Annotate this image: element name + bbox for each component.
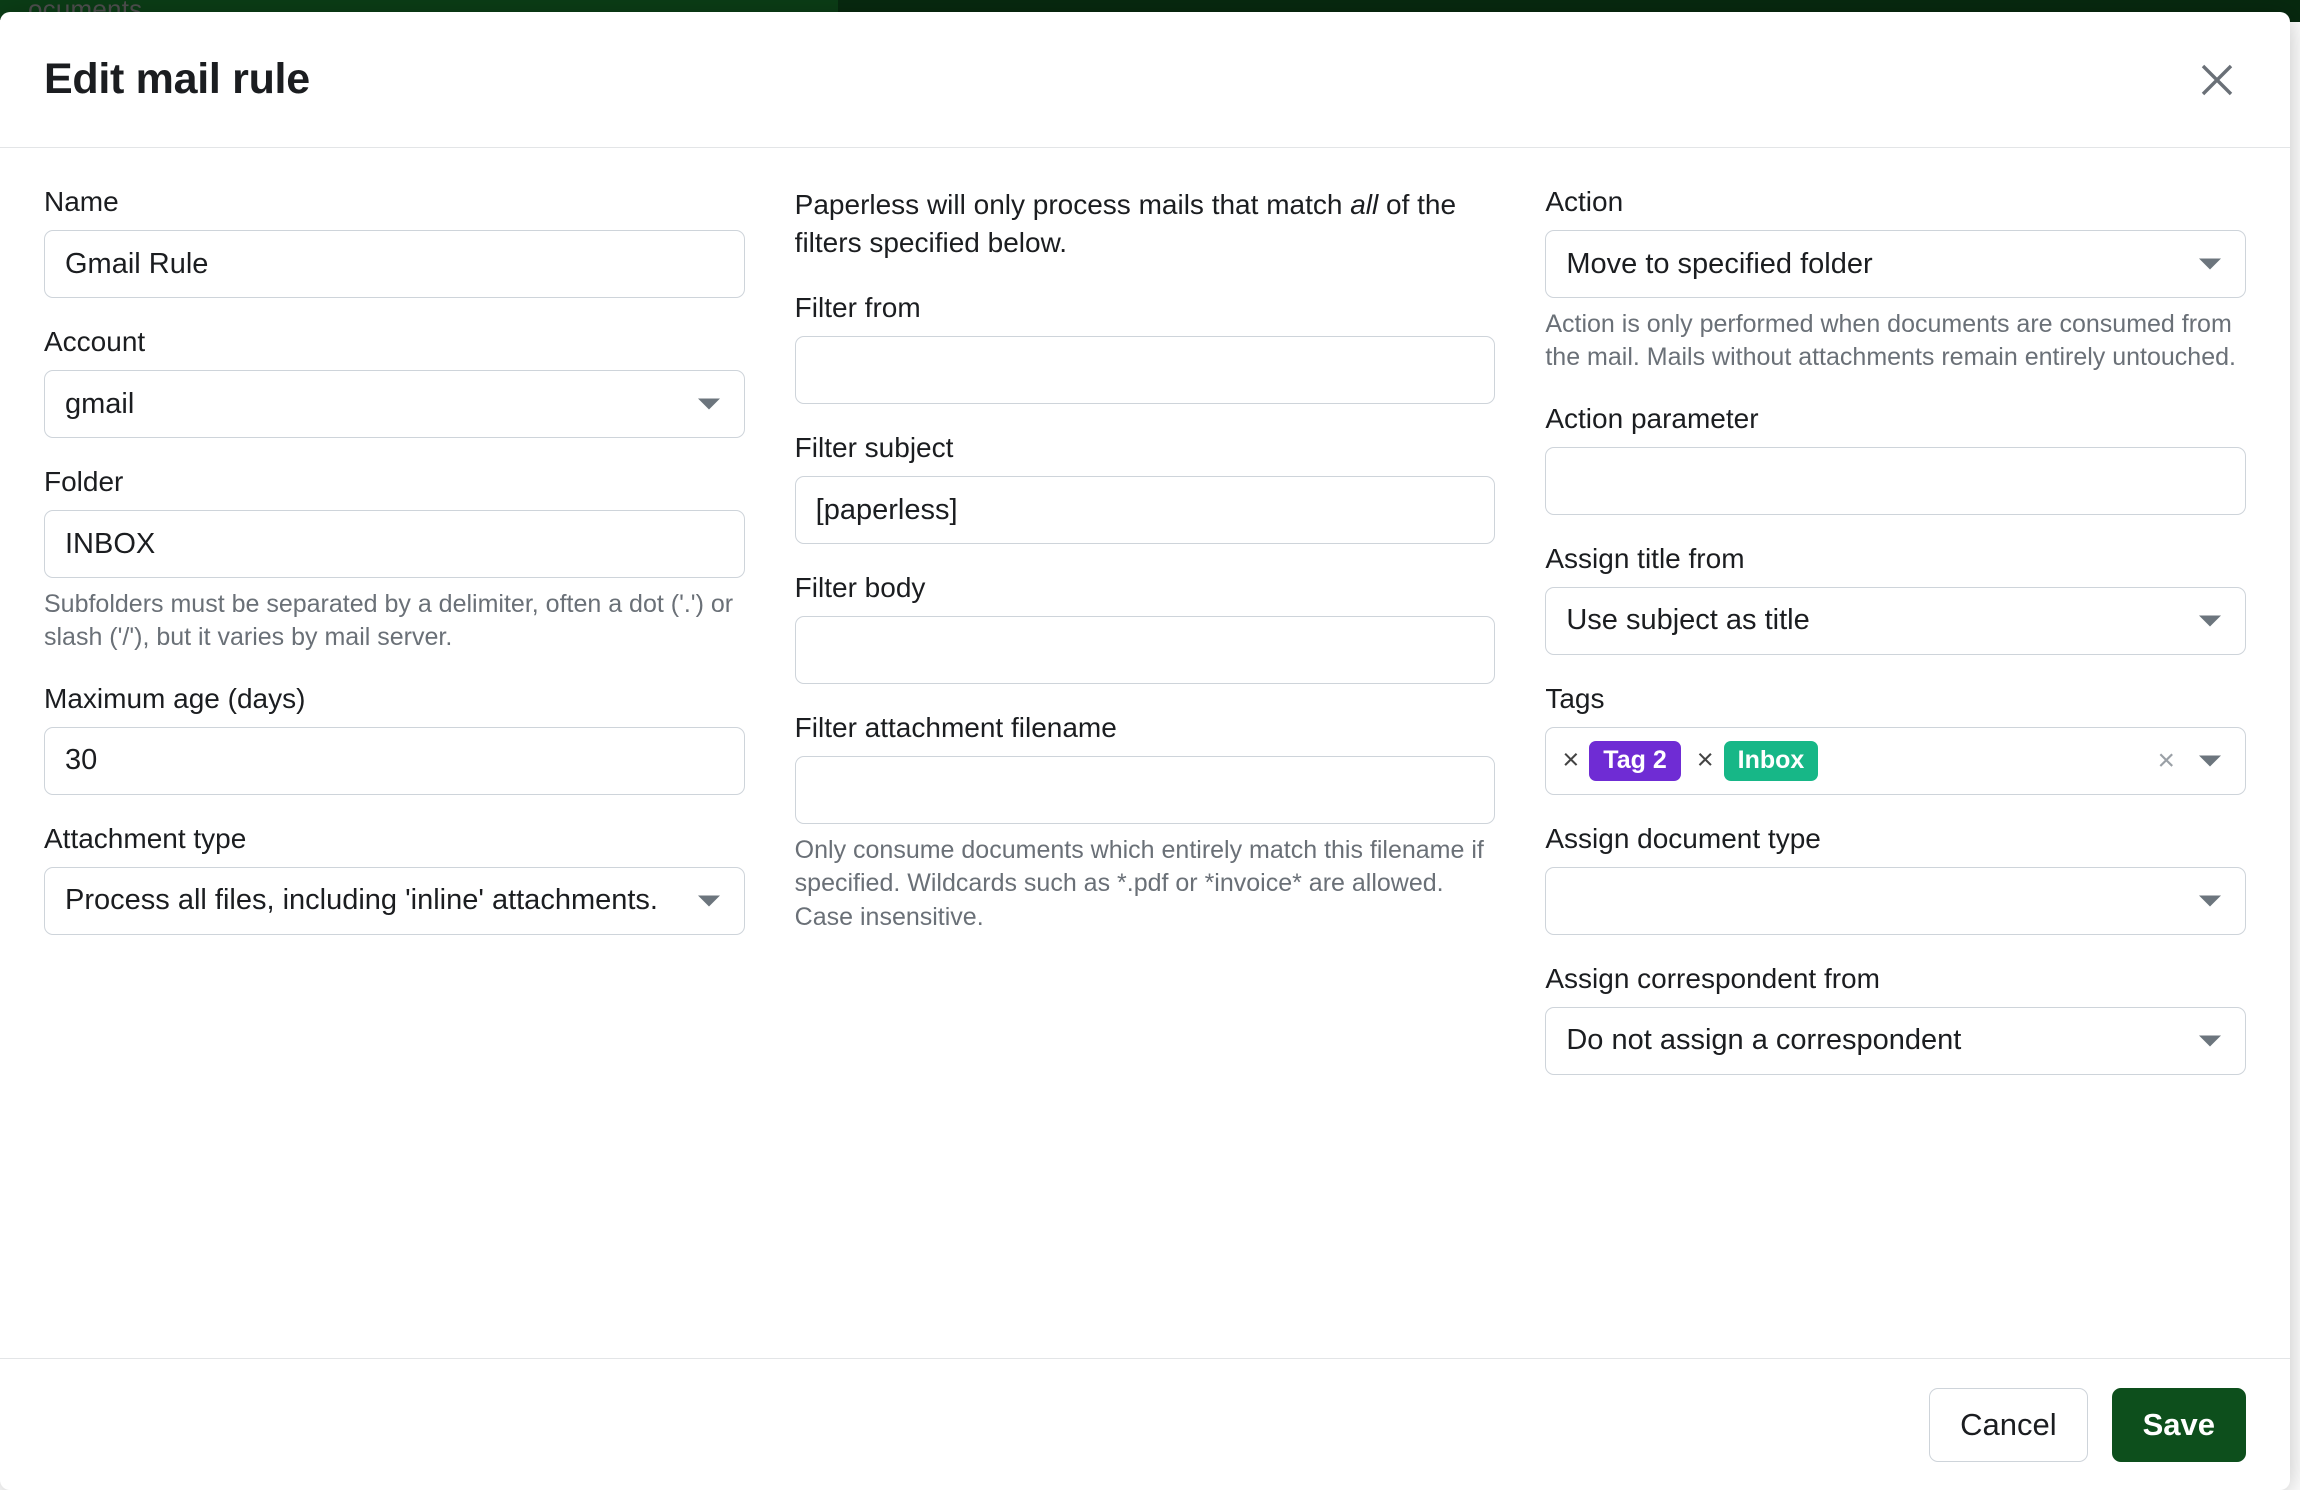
action-parameter-label: Action parameter — [1545, 402, 1759, 434]
close-icon-glyph — [2195, 58, 2239, 102]
tag-pill-label[interactable]: Tag 2 — [1589, 741, 1680, 781]
assign-document-type-label: Assign document type — [1545, 822, 1821, 854]
field-maximum-age — [44, 683, 745, 795]
tag-pill-label[interactable]: Inbox — [1724, 741, 1819, 781]
assign-title-from-select-value: Use subject as title — [1566, 604, 1810, 636]
assign-title-from-select[interactable] — [1545, 587, 2246, 655]
field-account — [44, 326, 745, 438]
column-filters — [795, 186, 1496, 1358]
assign-title-from-label: Assign title from — [1545, 542, 1745, 574]
filter-subject-input[interactable] — [795, 476, 1496, 544]
account-select[interactable] — [44, 370, 745, 438]
filter-body-input[interactable] — [795, 616, 1496, 684]
maximum-age-input[interactable] — [44, 727, 745, 795]
chevron-down-icon[interactable] — [2199, 755, 2221, 766]
cancel-button[interactable]: Cancel — [1929, 1388, 2088, 1462]
name-label: Name — [44, 186, 119, 217]
name-input-value: Gmail Rule — [65, 247, 209, 280]
dialog-body — [0, 148, 2290, 1358]
field-folder — [44, 466, 745, 655]
filters-intro-post: of the filters specified below. — [794, 189, 1457, 259]
action-select[interactable] — [1545, 230, 2246, 298]
filter-subject-label: Filter subject — [794, 432, 954, 464]
field-filter-body — [795, 572, 1496, 684]
chevron-down-icon — [698, 399, 720, 410]
chevron-down-icon — [698, 895, 720, 906]
filter-attachment-filename-input[interactable] — [795, 756, 1496, 824]
chevron-down-icon — [2199, 1035, 2221, 1046]
folder-help-text: Subfolders must be separated by a delimiter, often a dot ('.') or slash ('/'), but it varies by mail server. — [44, 590, 734, 652]
dialog-footer — [0, 1358, 2290, 1490]
field-filter-subject — [795, 432, 1496, 544]
field-attachment-type — [44, 823, 745, 935]
dialog-title: Edit mail rule — [44, 55, 310, 103]
field-assign-correspondent-from — [1545, 963, 2246, 1075]
remove-tag-icon[interactable]: × — [1696, 744, 1714, 776]
column-rule-settings — [44, 186, 745, 1358]
folder-input[interactable] — [44, 510, 745, 578]
field-filter-from — [795, 292, 1496, 404]
field-action-parameter — [1545, 403, 2246, 515]
tags-label: Tags — [1545, 682, 1605, 714]
account-label: Account — [44, 326, 146, 357]
name-input[interactable] — [44, 230, 745, 298]
assign-document-type-select[interactable] — [1545, 867, 2246, 935]
attachment-type-select-value: Process all files, including 'inline' attachments. — [65, 884, 658, 916]
clear-icon[interactable]: × — [2157, 743, 2176, 777]
filters-intro-pre: Paperless will only process mails that match — [794, 189, 1351, 220]
field-tags — [1545, 683, 2246, 795]
maximum-age-label: Maximum age (days) — [44, 682, 306, 714]
filter-attachment-help-text: Only consume documents which entirely match this filename if specified. Wildcards such as *.pdf or *invoice* are allowed. Case insensitive. — [794, 836, 1484, 931]
chevron-down-icon — [2199, 259, 2221, 270]
assign-correspondent-from-select[interactable] — [1545, 1007, 2246, 1075]
column-actions — [1545, 186, 2246, 1358]
edit-mail-rule-dialog — [0, 12, 2290, 1490]
assign-correspondent-from-label: Assign correspondent from — [1545, 962, 1880, 994]
remove-tag-icon[interactable]: × — [1562, 744, 1580, 776]
action-select-value: Move to specified folder — [1566, 247, 1873, 280]
tag-chip — [1562, 741, 1680, 781]
field-action — [1545, 186, 2246, 375]
filter-body-label: Filter body — [794, 572, 926, 604]
field-filter-attachment-filename — [795, 712, 1496, 934]
tag-chip — [1697, 741, 1819, 781]
field-name — [44, 186, 745, 298]
attachment-type-select[interactable] — [44, 867, 745, 935]
field-assign-document-type — [1545, 823, 2246, 935]
filters-intro-emphasis: all — [1350, 189, 1379, 220]
field-assign-title-from — [1545, 543, 2246, 655]
tags-input[interactable] — [1545, 727, 2246, 795]
filters-intro — [795, 186, 1495, 262]
folder-input-value: INBOX — [65, 527, 156, 560]
dialog-header — [0, 12, 2290, 148]
attachment-type-label: Attachment type — [44, 822, 247, 854]
action-label: Action — [1545, 186, 1624, 217]
filter-subject-input-value: [paperless] — [815, 493, 958, 526]
filter-attachment-filename-label: Filter attachment filename — [794, 712, 1117, 744]
assign-correspondent-from-select-value: Do not assign a correspondent — [1566, 1024, 1962, 1056]
close-icon[interactable] — [2188, 51, 2246, 109]
account-select-value: gmail — [65, 387, 135, 420]
filter-from-label: Filter from — [794, 292, 921, 324]
folder-label: Folder — [44, 466, 124, 497]
save-button[interactable]: Save — [2112, 1388, 2246, 1462]
chevron-down-icon — [2199, 895, 2221, 906]
filter-from-input[interactable] — [795, 336, 1496, 404]
chevron-down-icon — [2199, 615, 2221, 626]
maximum-age-input-value: 30 — [65, 744, 98, 776]
action-help-text: Action is only performed when documents are consumed from the mail. Mails without attachments remain entirely untouched. — [1545, 310, 2236, 372]
action-parameter-input[interactable] — [1545, 447, 2246, 515]
